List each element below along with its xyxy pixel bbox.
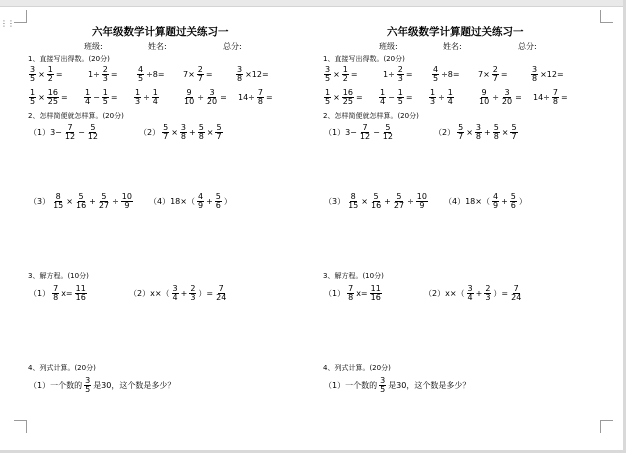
fraction: $\frac{3}{20}$ bbox=[501, 88, 513, 106]
s1-row2-item-4: $\frac{9}{10}$ ÷ $\frac{3}{20}$ = bbox=[479, 88, 522, 106]
fraction: $\frac{3}{8}$ bbox=[475, 123, 481, 141]
fraction: $\frac{5}{8}$ bbox=[493, 123, 499, 141]
fraction: $\frac{5}{7}$ bbox=[511, 123, 517, 141]
name-field-label: 姓名: bbox=[443, 42, 462, 51]
fraction: $\frac{5}{8}$ bbox=[198, 123, 204, 141]
fraction: $\frac{1}{4}$ bbox=[380, 88, 386, 106]
score-field-label: 总分: bbox=[518, 42, 537, 51]
fraction: $\frac{7}{12}$ bbox=[359, 123, 371, 141]
s3-question-2: （2）x×（ $\frac{3}{4}$ + $\frac{2}{3}$ ）= $\frac{7}{24}$ bbox=[424, 284, 522, 302]
class-field-label: 班级: bbox=[84, 42, 103, 51]
name-field-label: 姓名: bbox=[148, 42, 167, 51]
s1-row2-item-2: $\frac{1}{4}$ − $\frac{1}{5}$ = bbox=[85, 88, 118, 106]
fraction: $\frac{7}{8}$ bbox=[552, 88, 558, 106]
fraction: $\frac{1}{4}$ bbox=[152, 88, 158, 106]
fraction: $\frac{4}{9}$ bbox=[492, 192, 499, 210]
fraction: $\frac{7}{8}$ bbox=[348, 284, 354, 302]
section-4-heading: 4、列式计算。(20分) bbox=[28, 364, 96, 372]
s1-row1-item-3: $\frac{4}{5}$ ÷8= bbox=[433, 65, 460, 83]
fraction: $\frac{1}{3}$ bbox=[135, 88, 141, 106]
s1-row1-item-3: $\frac{4}{5}$ ÷8= bbox=[138, 65, 165, 83]
fraction: $\frac{2}{3}$ bbox=[102, 65, 108, 83]
s1-row2-item-1: $\frac{1}{5}$ × $\frac{16}{25}$ = bbox=[30, 88, 68, 106]
fraction: $\frac{10}{9}$ bbox=[121, 192, 132, 210]
fraction: $\frac{7}{12}$ bbox=[64, 123, 76, 141]
fraction: $\frac{2}{3}$ bbox=[190, 284, 196, 302]
fraction: $\frac{5}{27}$ bbox=[98, 192, 110, 210]
fraction: $\frac{1}{5}$ bbox=[102, 88, 108, 106]
fraction: $\frac{1}{2}$ bbox=[342, 65, 348, 83]
fraction: $\frac{16}{25}$ bbox=[342, 88, 353, 106]
s2-question-3: （3） $\frac{8}{15}$ × $\frac{5}{16}$ + $\frac{5}{27}$ ÷ $\frac{10}{9}$ bbox=[29, 192, 132, 210]
s1-row1-item-2: 1÷ $\frac{2}{3}$ = bbox=[88, 65, 118, 83]
fraction: $\frac{7}{24}$ bbox=[216, 284, 227, 302]
s1-row1-item-1: $\frac{3}{5}$ × $\frac{1}{2}$ = bbox=[325, 65, 358, 83]
fraction: $\frac{5}{7}$ bbox=[163, 123, 169, 141]
s3-question-1: （1） $\frac{7}{8}$ x= $\frac{11}{16}$ bbox=[29, 284, 86, 302]
fraction: $\frac{5}{12}$ bbox=[87, 123, 98, 141]
fraction: $\frac{5}{6}$ bbox=[215, 192, 221, 210]
class-field-label: 班级: bbox=[379, 42, 398, 51]
fraction: $\frac{8}{15}$ bbox=[348, 192, 359, 210]
s4-question-1: （1）一个数的 $\frac{3}{5}$ 是30，这个数是多少？ bbox=[29, 376, 176, 394]
s1-row1-item-5: $\frac{3}{8}$ ×12= bbox=[237, 65, 269, 83]
s1-row2-item-3: $\frac{1}{3}$ ÷ $\frac{1}{4}$ bbox=[430, 88, 453, 106]
fraction: $\frac{7}{24}$ bbox=[511, 284, 522, 302]
s2-question-1: （1）3− $\frac{7}{12}$ − $\frac{5}{12}$ bbox=[29, 123, 98, 141]
s1-row1-item-5: $\frac{3}{8}$ ×12= bbox=[532, 65, 564, 83]
fraction: $\frac{5}{6}$ bbox=[510, 192, 516, 210]
fraction: $\frac{8}{15}$ bbox=[53, 192, 64, 210]
worksheet-right bbox=[315, 0, 615, 453]
fraction: $\frac{1}{2}$ bbox=[47, 65, 53, 83]
fraction: $\frac{2}{7}$ bbox=[197, 65, 203, 83]
s1-row2-item-1: $\frac{1}{5}$ × $\frac{16}{25}$ = bbox=[325, 88, 363, 106]
s1-row2-item-2: $\frac{1}{4}$ − $\frac{1}{5}$ = bbox=[380, 88, 413, 106]
fraction: $\frac{4}{9}$ bbox=[197, 192, 204, 210]
fraction: $\frac{3}{4}$ bbox=[467, 284, 473, 302]
s3-question-2: （2）x×（ $\frac{3}{4}$ + $\frac{2}{3}$ ）= $\frac{7}{24}$ bbox=[129, 284, 227, 302]
fraction: $\frac{3}{20}$ bbox=[206, 88, 218, 106]
fraction: $\frac{5}{27}$ bbox=[393, 192, 405, 210]
fraction: $\frac{11}{16}$ bbox=[370, 284, 381, 302]
section-2-heading: 2、怎样简便就怎样算。(20分) bbox=[28, 112, 124, 120]
fraction: $\frac{2}{3}$ bbox=[485, 284, 491, 302]
fraction: $\frac{5}{16}$ bbox=[75, 192, 87, 210]
fraction: $\frac{9}{10}$ bbox=[479, 88, 490, 106]
fraction: $\frac{7}{8}$ bbox=[53, 284, 59, 302]
fraction: $\frac{11}{16}$ bbox=[75, 284, 86, 302]
section-3-heading: 3、解方程。(10分) bbox=[323, 272, 384, 280]
section-1-heading: 1、直接写出得数。(20分) bbox=[323, 55, 405, 63]
s2-question-4: （4）18×（ $\frac{4}{9}$ + $\frac{5}{6}$ ） bbox=[444, 192, 527, 210]
s1-row1-item-2: 1÷ $\frac{2}{3}$ = bbox=[383, 65, 413, 83]
fraction: $\frac{3}{8}$ bbox=[532, 65, 538, 83]
s1-row1-item-4: 7× $\frac{2}{7}$ = bbox=[478, 65, 508, 83]
fraction: $\frac{3}{8}$ bbox=[180, 123, 186, 141]
fraction: $\frac{5}{16}$ bbox=[370, 192, 382, 210]
fraction: $\frac{5}{7}$ bbox=[458, 123, 464, 141]
s1-row2-item-5: 14÷ $\frac{7}{8}$ = bbox=[238, 88, 273, 106]
fraction: $\frac{16}{25}$ bbox=[47, 88, 58, 106]
sheet-title: 六年级数学计算题过关练习一 bbox=[387, 26, 524, 38]
s4-question-1: （1）一个数的 $\frac{3}{5}$ 是30，这个数是多少？ bbox=[324, 376, 471, 394]
fraction: $\frac{3}{5}$ bbox=[85, 376, 91, 394]
section-2-heading: 2、怎样简便就怎样算。(20分) bbox=[323, 112, 419, 120]
fraction: $\frac{3}{4}$ bbox=[172, 284, 178, 302]
s1-row2-item-5: 14÷ $\frac{7}{8}$ = bbox=[533, 88, 568, 106]
s3-question-1: （1） $\frac{7}{8}$ x= $\frac{11}{16}$ bbox=[324, 284, 381, 302]
fraction: $\frac{2}{7}$ bbox=[492, 65, 498, 83]
s1-row1-item-1: $\frac{3}{5}$ × $\frac{1}{2}$ = bbox=[30, 65, 63, 83]
table-move-handle-icon[interactable]: ⋮⋮ bbox=[0, 19, 14, 28]
fraction: $\frac{1}{5}$ bbox=[397, 88, 403, 106]
s1-row2-item-3: $\frac{1}{3}$ ÷ $\frac{1}{4}$ bbox=[135, 88, 158, 106]
s2-question-2: （2） $\frac{5}{7}$ × $\frac{3}{8}$ + $\frac{5}{8}$ × $\frac{5}{7}$ bbox=[434, 123, 517, 141]
fraction: $\frac{7}{8}$ bbox=[257, 88, 263, 106]
sheet-title: 六年级数学计算题过关练习一 bbox=[92, 26, 229, 38]
fraction: $\frac{10}{9}$ bbox=[416, 192, 427, 210]
fraction: $\frac{5}{7}$ bbox=[216, 123, 222, 141]
s2-question-4: （4）18×（ $\frac{4}{9}$ + $\frac{5}{6}$ ） bbox=[149, 192, 232, 210]
fraction: $\frac{4}{5}$ bbox=[138, 65, 144, 83]
section-1-heading: 1、直接写出得数。(20分) bbox=[28, 55, 110, 63]
fraction: $\frac{3}{5}$ bbox=[325, 65, 331, 83]
fraction: $\frac{4}{5}$ bbox=[433, 65, 439, 83]
fraction: $\frac{5}{12}$ bbox=[382, 123, 393, 141]
worksheet-left bbox=[20, 0, 320, 453]
fraction: $\frac{2}{3}$ bbox=[397, 65, 403, 83]
s2-question-3: （3） $\frac{8}{15}$ × $\frac{5}{16}$ + $\frac{5}{27}$ ÷ $\frac{10}{9}$ bbox=[324, 192, 427, 210]
fraction: $\frac{3}{8}$ bbox=[237, 65, 243, 83]
fraction: $\frac{3}{5}$ bbox=[380, 376, 386, 394]
fraction: $\frac{1}{5}$ bbox=[325, 88, 331, 106]
score-field-label: 总分: bbox=[223, 42, 242, 51]
section-3-heading: 3、解方程。(10分) bbox=[28, 272, 89, 280]
fraction: $\frac{3}{5}$ bbox=[30, 65, 36, 83]
fraction: $\frac{1}{3}$ bbox=[430, 88, 436, 106]
fraction: $\frac{1}{4}$ bbox=[85, 88, 91, 106]
s2-question-1: （1）3− $\frac{7}{12}$ − $\frac{5}{12}$ bbox=[324, 123, 393, 141]
fraction: $\frac{1}{5}$ bbox=[30, 88, 36, 106]
s1-row1-item-4: 7× $\frac{2}{7}$ = bbox=[183, 65, 213, 83]
s1-row2-item-4: $\frac{9}{10}$ ÷ $\frac{3}{20}$ = bbox=[184, 88, 227, 106]
fraction: $\frac{1}{4}$ bbox=[447, 88, 453, 106]
section-4-heading: 4、列式计算。(20分) bbox=[323, 364, 391, 372]
fraction: $\frac{9}{10}$ bbox=[184, 88, 195, 106]
s2-question-2: （2） $\frac{5}{7}$ × $\frac{3}{8}$ + $\frac{5}{8}$ × $\frac{5}{7}$ bbox=[139, 123, 222, 141]
